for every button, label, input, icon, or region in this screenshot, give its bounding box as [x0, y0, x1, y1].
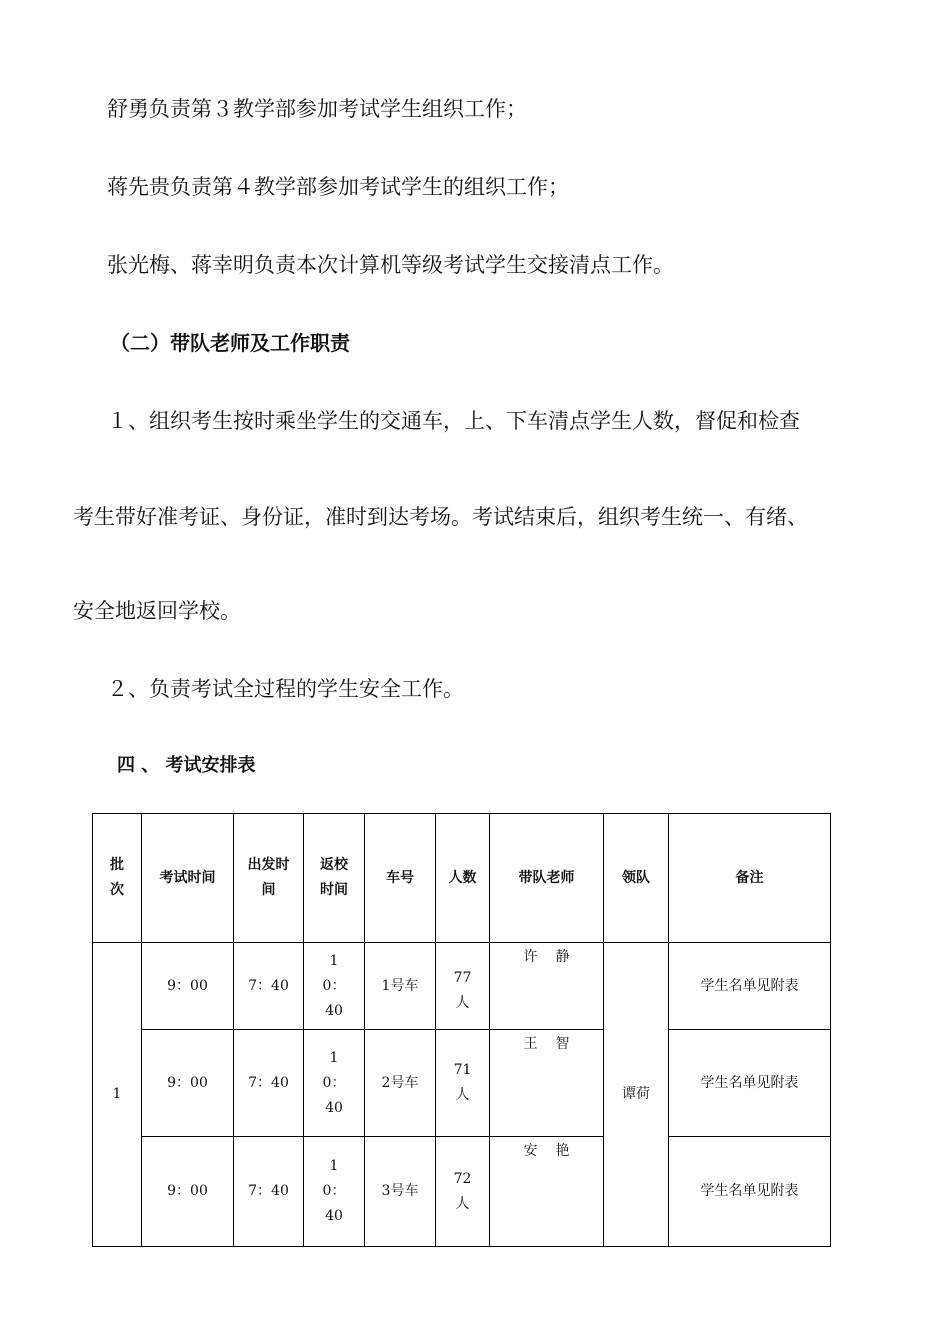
teacher-cell: 许静	[490, 943, 604, 1030]
paragraph-4-line-3: 安全地返回学校。	[73, 599, 241, 623]
paragraph-4-line-2: 考生带好准考证、身份证，准时到达考场。考试结束后，组织考生统一、有绪、	[73, 505, 808, 529]
bus-cell: 2号车	[365, 1030, 436, 1137]
depart-time-cell: 7：40	[234, 943, 304, 1030]
table-row	[93, 1030, 831, 1137]
leader-cell: 谭荷	[604, 943, 669, 1247]
remark-cell: 学生名单见附表	[669, 1030, 831, 1137]
paragraph-4-line-1: １、组织考生按时乘坐学生的交通车，上、下车清点学生人数，督促和检查	[107, 409, 800, 433]
paragraph-1: 舒勇负责第３教学部参加考试学生组织工作；	[107, 97, 527, 121]
header-bus: 车号	[365, 814, 436, 943]
exam-time-cell: 9：00	[142, 1137, 234, 1247]
exam-time-cell: 9：00	[142, 1030, 234, 1137]
paragraph-2: 蒋先贵负责第４教学部参加考试学生的组织工作；	[107, 175, 569, 199]
header-leader: 领队	[604, 814, 669, 943]
section-heading-schedule: 四 、 考试安排表	[117, 755, 256, 776]
header-remark: 备注	[669, 814, 831, 943]
exam-time-cell: 9：00	[142, 943, 234, 1030]
exam-schedule-table	[92, 813, 831, 1247]
batch-cell: 1	[93, 943, 142, 1247]
bus-cell: 3号车	[365, 1137, 436, 1247]
header-batch: 批次	[93, 814, 142, 943]
remark-cell: 学生名单见附表	[669, 943, 831, 1030]
header-exam-time: 考试时间	[142, 814, 234, 943]
teacher-cell: 王智	[490, 1030, 604, 1137]
header-teacher: 带队老师	[490, 814, 604, 943]
header-return-time: 返校时间	[304, 814, 365, 943]
remark-cell: 学生名单见附表	[669, 1137, 831, 1247]
paragraph-3: 张光梅、蒋幸明负责本次计算机等级考试学生交接清点工作。	[107, 253, 674, 277]
table-row	[93, 943, 831, 1030]
teacher-cell: 安艳	[490, 1137, 604, 1247]
return-time-cell: 10：40	[304, 1137, 365, 1247]
return-time-cell: 10：40	[304, 1030, 365, 1137]
depart-time-cell: 7：40	[234, 1137, 304, 1247]
count-cell: 71人	[436, 1030, 490, 1137]
table-header-row	[93, 814, 831, 943]
depart-time-cell: 7：40	[234, 1030, 304, 1137]
return-time-cell: 10：40	[304, 943, 365, 1030]
table-row	[93, 1137, 831, 1247]
section-heading-duties: （二）带队老师及工作职责	[110, 331, 350, 355]
header-depart-time: 出发时间	[234, 814, 304, 943]
count-cell: 77人	[436, 943, 490, 1030]
paragraph-5: ２、负责考试全过程的学生安全工作。	[107, 677, 464, 701]
count-cell: 72人	[436, 1137, 490, 1247]
header-count: 人数	[436, 814, 490, 943]
bus-cell: 1号车	[365, 943, 436, 1030]
